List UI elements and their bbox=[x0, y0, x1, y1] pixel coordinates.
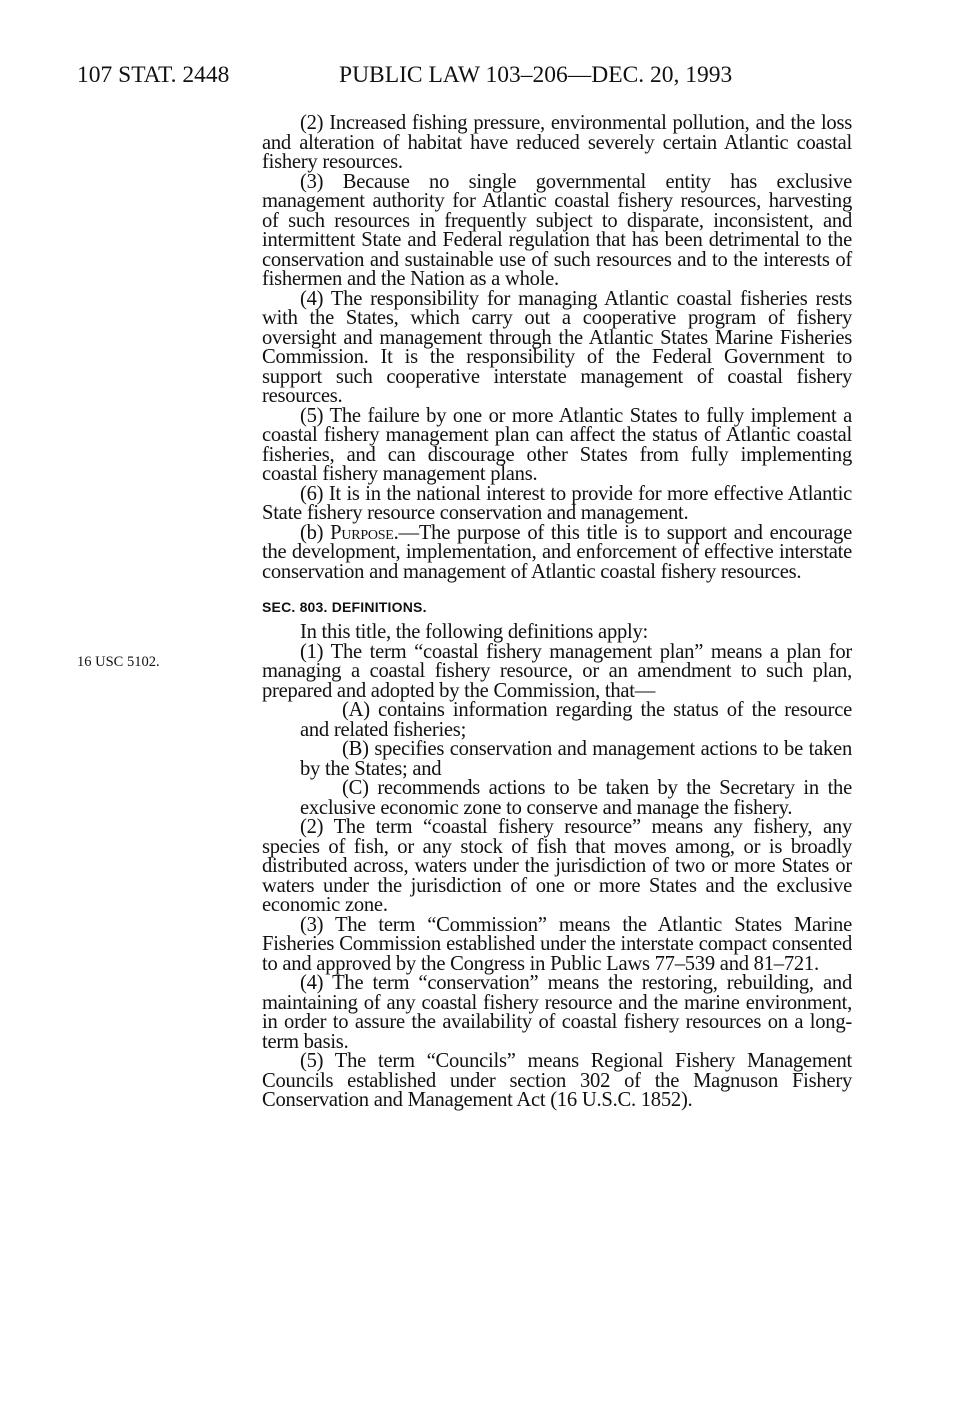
section-heading: SEC. 803. DEFINITIONS. bbox=[262, 599, 427, 615]
definition-3: (3) The term “Commission” means the Atlantic States Marine Fisheries Commission established under the interstate compact consented to and approved by the Congress in Public Laws 77–539 and 81–721. bbox=[262, 913, 852, 975]
purpose-paragraph bbox=[262, 521, 852, 583]
definition-2: (2) The term “coastal fishery resource” means any fishery, any species of fish, or any stock of fish that moves among, or is broadly distributed across, waters under the jurisdiction of two or more States or waters under the jurisdiction of one or more States and the exclusive economic zone. bbox=[262, 816, 852, 916]
public-law-citation: PUBLIC LAW 103–206—DEC. 20, 1993 bbox=[339, 62, 733, 88]
finding-paragraph-4: (4) The responsibility for managing Atlantic coastal fisheries rests with the States, which carry out a cooperative program of fishery oversight and management through the Atlantic States Marine Fisheries Commission. It is the responsibility of the Federal Government to support such cooperative interstate management of coastal fishery resources. bbox=[262, 287, 852, 407]
definition-1-item-c: (C) recommends actions to be taken by the Secretary in the exclusive economic zone to conserve and manage the fishery. bbox=[300, 777, 852, 819]
finding-paragraph-5: (5) The failure by one or more Atlantic States to fully implement a coastal fishery management plan can affect the status of Atlantic coastal fisheries, and can discourage other States from fully implementing coastal fishery management plans. bbox=[262, 404, 852, 485]
purpose-text: The purpose of this title is to support and encourage the development, implementation, and enforcement of effective interstate conservation and management of Atlantic coastal fishery resources. bbox=[262, 521, 852, 583]
finding-paragraph-3: (3) Because no single governmental entity has exclusive management authority for Atlantic coastal fishery resources, harvesting of such resources in frequently subject to disparate, inconsistent, and intermittent State and Federal regulation that has been detrimental to the conservation and sustainable use of such resources and to the interests of fishermen and the Nation as a whole. bbox=[262, 170, 852, 290]
finding-paragraph-6: (6) It is in the national interest to provide for more effective Atlantic State fishery resource conservation and management. bbox=[262, 482, 852, 524]
definition-4: (4) The term “conservation” means the restoring, rebuilding, and maintaining of any coastal fishery resource and the marine environment, in order to assure the availability of coastal fishery resources on a long-term basis. bbox=[262, 972, 852, 1053]
definition-5: (5) The term “Councils” means Regional Fishery Management Councils established under section 302 of the Magnuson Fishery Conservation and Management Act (16 U.S.C. 1852). bbox=[262, 1050, 852, 1111]
page-header bbox=[77, 58, 877, 92]
purpose-label-suffix: .— bbox=[393, 521, 419, 544]
definition-1-item-b: (B) specifies conservation and management actions to be taken by the States; and bbox=[300, 738, 852, 780]
statute-page-number: 107 STAT. 2448 bbox=[77, 62, 230, 88]
finding-paragraph-2: (2) Increased fishing pressure, environmental pollution, and the loss and alteration of habitat have reduced severely certain Atlantic coastal fishery resources. bbox=[262, 112, 852, 173]
definition-1: (1) The term “coastal fishery management plan” means a plan for managing a coastal fishery resource, or an amendment to such plan, prepared and adopted by the Commission, that— bbox=[262, 640, 852, 702]
definition-1-item-a: (A) contains information regarding the status of the resource and related fisheries; bbox=[300, 699, 852, 741]
definitions-intro: In this title, the following definitions apply: bbox=[300, 621, 649, 643]
purpose-label-prefix: (b) bbox=[300, 521, 331, 544]
purpose-label: Purpose bbox=[330, 521, 394, 544]
body-text bbox=[262, 114, 852, 1111]
usc-margin-note: 16 USC 5102. bbox=[77, 654, 160, 670]
